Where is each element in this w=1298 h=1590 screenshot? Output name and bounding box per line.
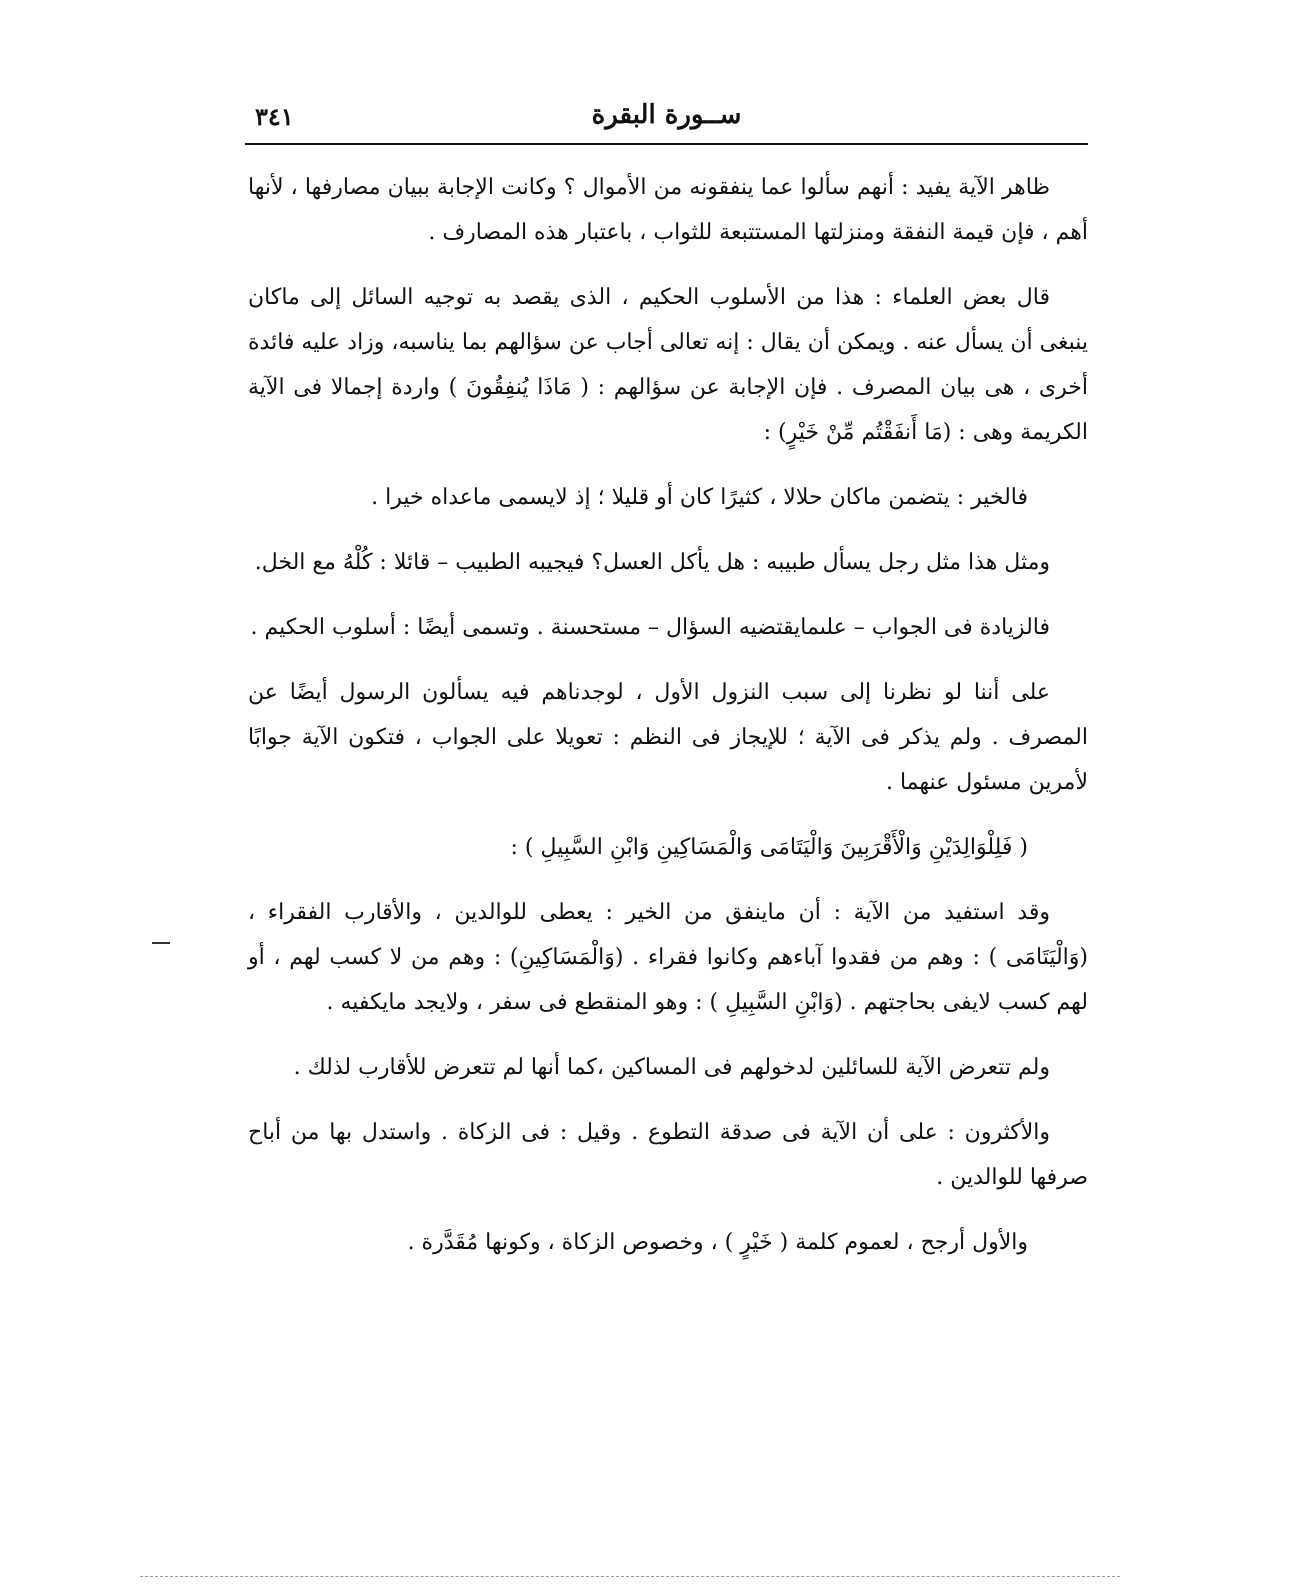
header-divider xyxy=(245,143,1088,145)
paragraph-6: على أننا لو نظرنا إلى سبب النزول الأول ، لوجدناهم فيه يسألون الرسول أيضًا عن المصرف . ولم يذكر فى الآية ؛ للإيجاز فى النظم : تعويلا على الجواب ، فتكون الآية جوابًا لأمرين مسئول عنهما . xyxy=(248,680,1088,795)
page-header xyxy=(245,92,1088,142)
paragraph-8: ولم تتعرض الآية للسائلين لدخولهم فى المساكين ،كما أنها لم تتعرض للأقارب لذلك . xyxy=(293,1055,1050,1080)
paragraph-10: والأول أرجح ، لعموم كلمة ( خَيْرٍ ) ، وخصوص الزكاة ، وكونها مُقَدَّرة . xyxy=(407,1230,1028,1255)
paragraph-2: قال بعض العلماء : هذا من الأسلوب الحكيم ، الذى يقصد به توجيه السائل إلى ماكان ينبغى أن يسأل عنه . ويمكن أن يقال : إنه تعالى أجاب عن سؤالهم بما يناسبه، وزاد عليه فائدة أخرى ، هى بيان المصرف . فإن الإجابة عن سؤالهم : ( مَاذَا يُنفِقُونَ ) واردة إجمالا فى الآية الكريمة وهى : (مَا أَنفَقْتُم مِّنْ خَيْرٍ) : xyxy=(248,285,1088,445)
paragraph-5: فالزيادة فى الجواب – علىمايقتضيه السؤال – مستحسنة . وتسمى أيضًا : أسلوب الحكيم . xyxy=(250,615,1050,640)
paragraph-7: وقد استفيد من الآية : أن ماينفق من الخير : يعطى للوالدين ، والأقارب الفقراء ، (وَالْيَتَامَى ) : وهم من فقدوا آباءهم وكانوا فقراء . (وَالْمَسَاكِينِ) : وهم من لا كسب لهم ، أو لهم كسب لايفى بحاجتهم . (وَابْنِ السَّبِيلِ ) : وهو المنقطع فى سفر ، ولايجد مايكفيه . xyxy=(248,900,1088,1015)
quran-verse: ( فَلِلْوَالِدَيْنِ وَالْأَقْرَبِينَ وَالْيَتَامَى وَالْمَسَاكِينِ وَابْنِ السَّبِيلِ ) : xyxy=(510,835,1028,860)
paragraph-3: فالخير : يتضمن ماكان حلالا ، كثيرًا كان أو قليلا ؛ إذ لايسمى ماعداه خيرا . xyxy=(371,485,1028,510)
paragraph-9: والأكثرون : على أن الآية فى صدقة التطوع . وقيل : فى الزكاة . واستدل بها من أباح صرفها للوالدين . xyxy=(248,1120,1088,1190)
footer-divider xyxy=(140,1576,1120,1577)
page-body xyxy=(248,165,1088,1285)
paragraph-1: ظاهر الآية يفيد : أنهم سألوا عما ينفقونه من الأموال ؟ وكانت الإجابة ببيان مصارفها ، لأنها أهم ، فإن قيمة النفقة ومنزلتها المستتبعة للثواب ، باعتبار هذه المصارف . xyxy=(248,175,1088,245)
page-number: ٣٤١ xyxy=(255,102,294,131)
surah-title: ســورة البقرة xyxy=(591,100,742,130)
paragraph-4: ومثل هذا مثل رجل يسأل طبيبه : هل يأكل العسل؟ فيجيبه الطبيب – قائلا : كُلْهُ مع الخل. xyxy=(254,550,1050,575)
margin-mark xyxy=(152,942,170,944)
